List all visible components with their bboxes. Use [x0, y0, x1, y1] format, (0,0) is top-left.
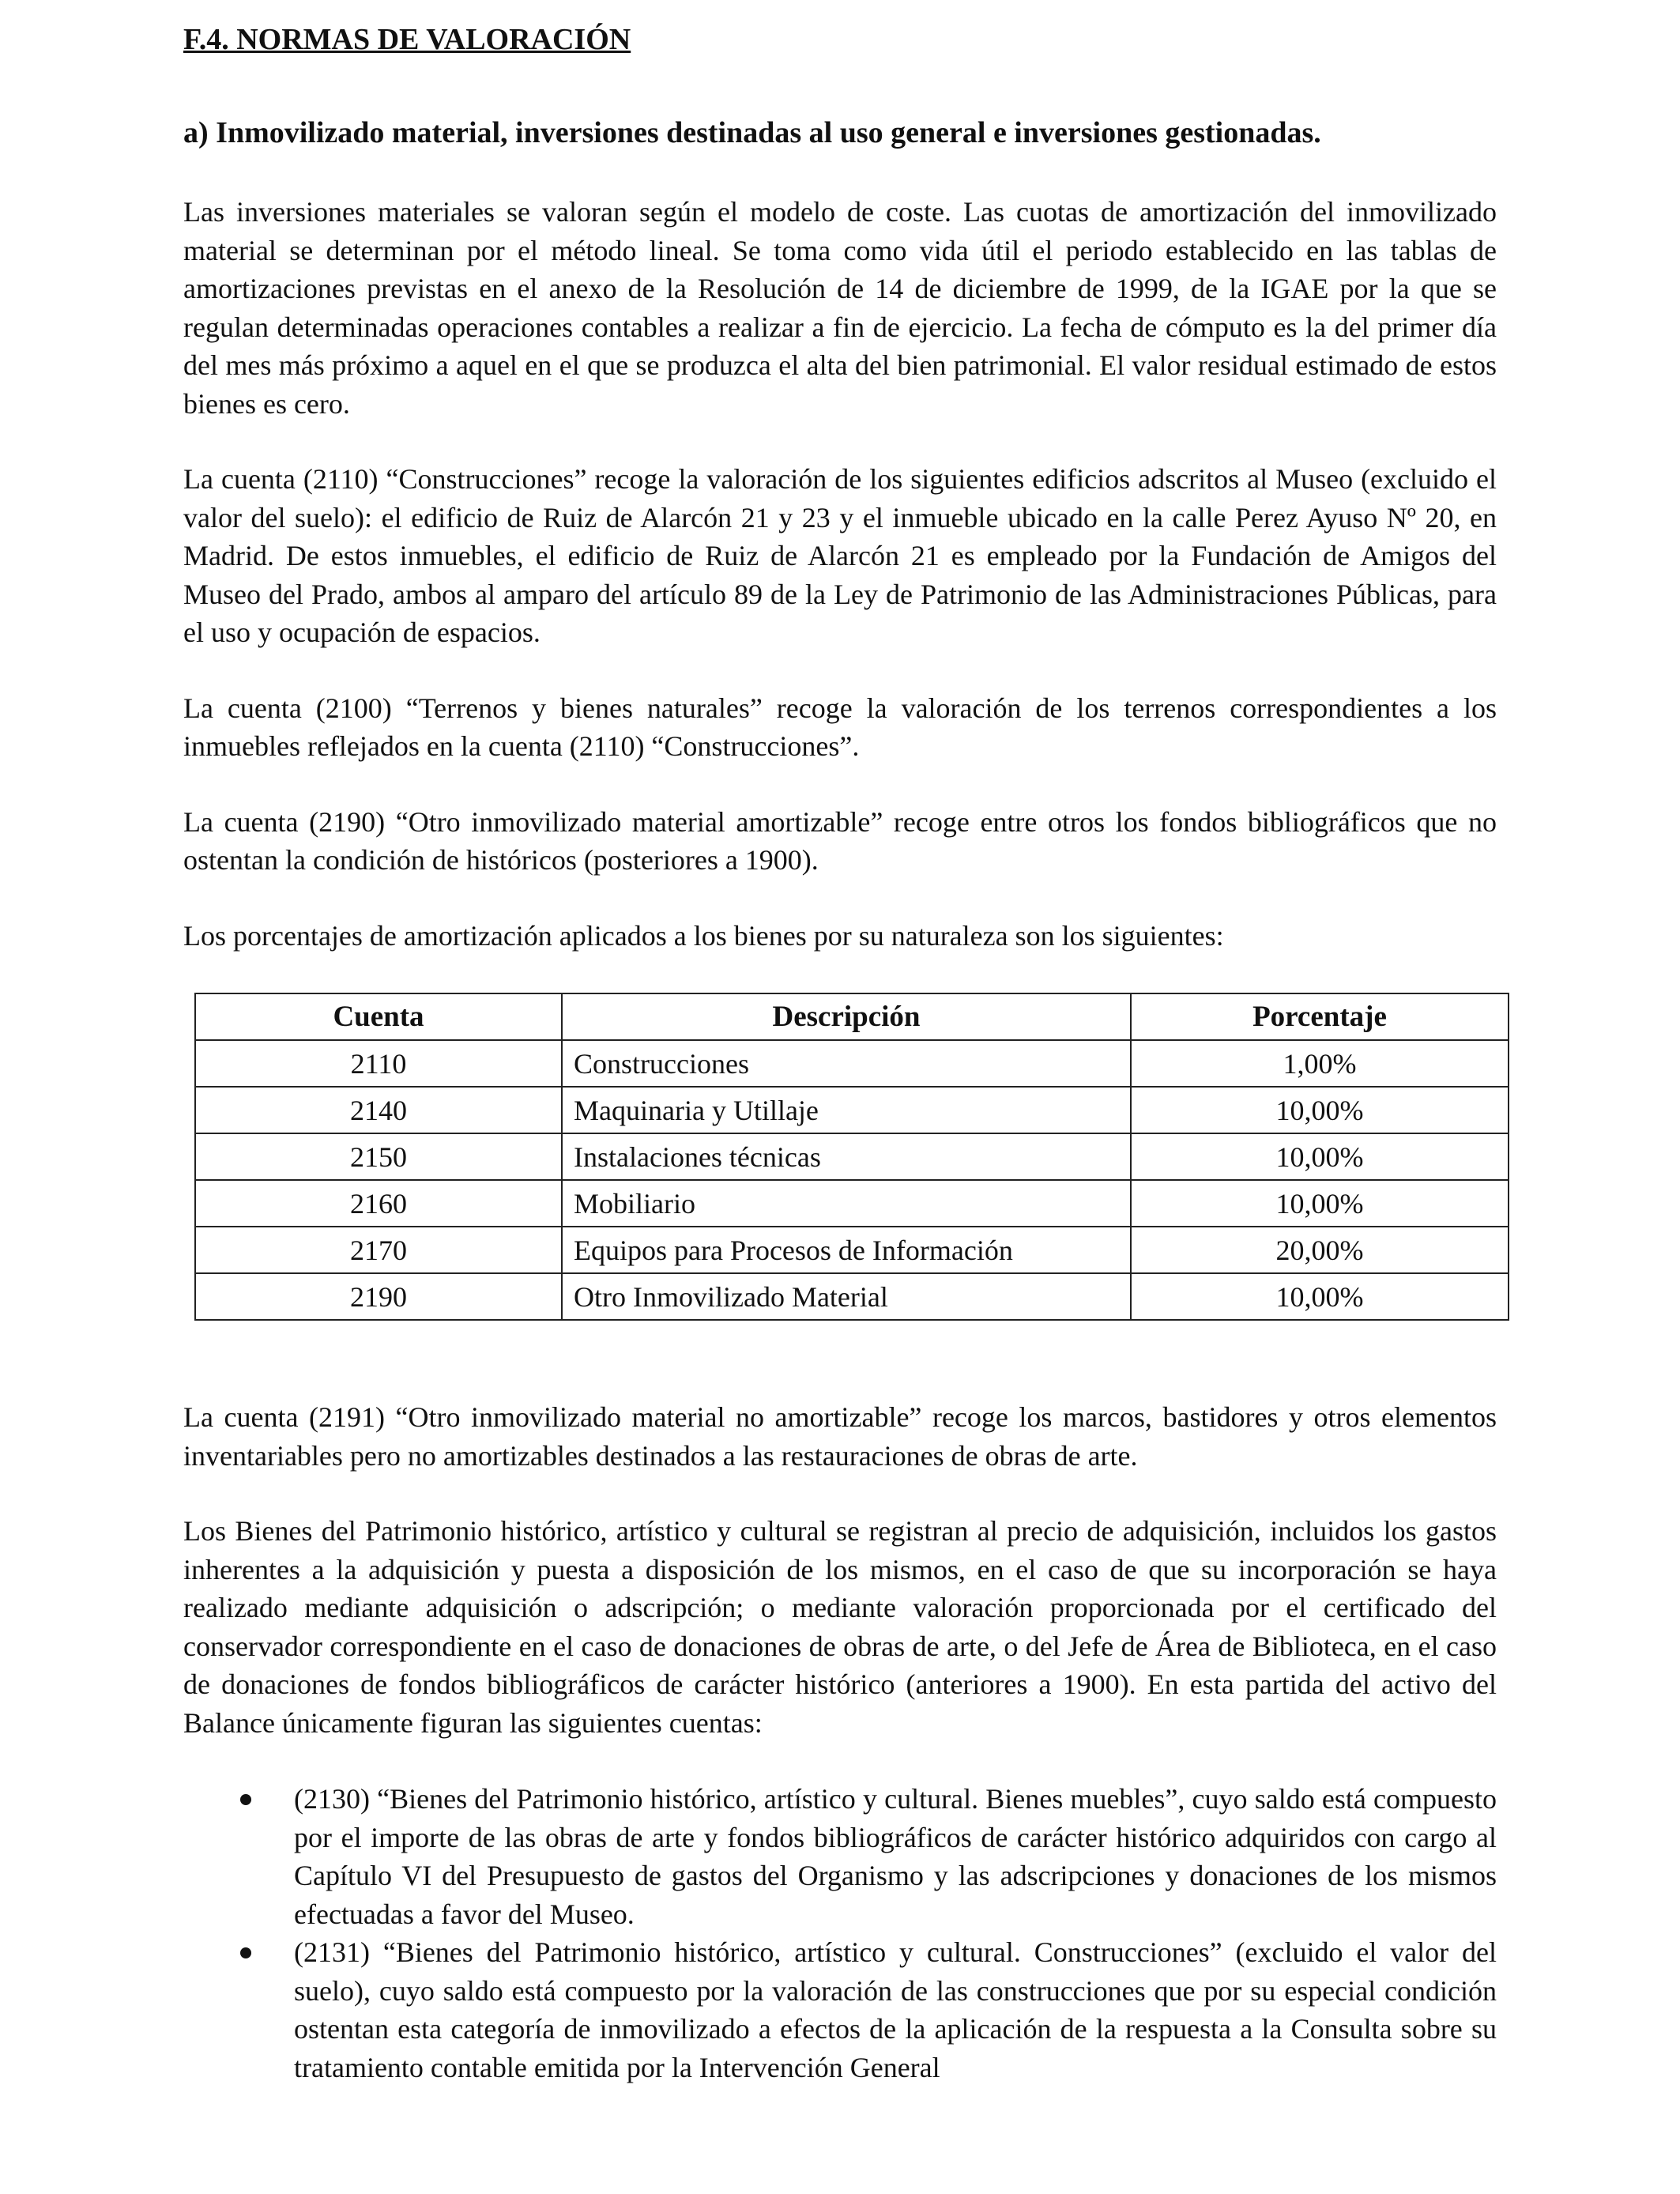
cell-porcentaje: 10,00%	[1131, 1133, 1509, 1180]
cell-porcentaje: 10,00%	[1131, 1273, 1509, 1320]
cell-porcentaje: 1,00%	[1131, 1040, 1509, 1087]
cell-descripcion: Construcciones	[562, 1040, 1131, 1087]
list-item-text: (2131) “Bienes del Patrimonio histórico, artístico y cultural. Construcciones” (excluido el valor del suelo), cuyo saldo está compuesto por la valoración de las construcciones que por su especial condición ostentan esta categoría de inmovilizado a efectos de la aplicación de la respuesta a la Consulta sobre su tratamiento contable emitida por la Intervención General	[294, 1936, 1497, 2083]
column-header-porcentaje: Porcentaje	[1131, 993, 1509, 1040]
cell-cuenta: 2110	[195, 1040, 562, 1087]
list-item-text: (2130) “Bienes del Patrimonio histórico, artístico y cultural. Bienes muebles”, cuyo saldo está compuesto por el importe de las obras de arte y fondos bibliográficos de carácter histórico adquiridos con cargo al Capítulo VI del Presupuesto de gastos del Organismo y las adscripciones y donaciones de los mismos efectuadas a favor del Museo.	[294, 1783, 1497, 1930]
table-row	[195, 1180, 1509, 1227]
cell-cuenta: 2160	[195, 1180, 562, 1227]
column-header-cuenta: Cuenta	[195, 993, 562, 1040]
cell-descripcion: Instalaciones técnicas	[562, 1133, 1131, 1180]
list-item	[183, 1780, 1497, 1933]
paragraph-account-2100: La cuenta (2100) “Terrenos y bienes naturales” recoge la valoración de los terrenos correspondientes a los inmuebles reflejados en la cuenta (2110) “Construcciones”.	[183, 692, 1497, 762]
column-header-descripcion: Descripción	[562, 993, 1131, 1040]
subsection-heading: a) Inmovilizado material, inversiones destinadas al uso general e inversiones gestionadas.	[183, 116, 1321, 149]
cell-cuenta: 2140	[195, 1087, 562, 1133]
paragraph-heritage-assets: Los Bienes del Patrimonio histórico, artístico y cultural se registran al precio de adquisición, incluidos los gastos inherentes a la adquisición y puesta a disposición de los mismos, en el caso de que su incorporación se haya realizado mediante adquisición o adscripción; o mediante valoración proporcionada por el certificado del conservador correspondiente en el caso de donaciones de obras de arte, o del Jefe de Área de Biblioteca, en el caso de donaciones de fondos bibliográficos de carácter histórico (anteriores a 1900). En esta partida del activo del Balance únicamente figuran las siguientes cuentas:	[183, 1515, 1497, 1739]
table-row	[195, 1273, 1509, 1320]
bullet-icon	[240, 1794, 251, 1805]
table-row	[195, 1040, 1509, 1087]
list-item	[183, 1933, 1497, 2087]
paragraph-account-2190: La cuenta (2190) “Otro inmovilizado material amortizable” recoge entre otros los fondos bibliográficos que no ostentan la condición de históricos (posteriores a 1900).	[183, 805, 1497, 876]
table-row	[195, 1087, 1509, 1133]
cell-cuenta: 2170	[195, 1227, 562, 1273]
cell-cuenta: 2150	[195, 1133, 562, 1180]
paragraph-table-intro: Los porcentajes de amortización aplicados a los bienes por su naturaleza son los siguientes:	[183, 919, 1224, 952]
cell-descripcion: Otro Inmovilizado Material	[562, 1273, 1131, 1320]
bullet-icon	[240, 1947, 251, 1958]
accounts-bullet-list	[183, 1780, 1497, 2087]
page-content	[183, 8, 1497, 2087]
paragraph-account-2110: La cuenta (2110) “Construcciones” recoge la valoración de los siguientes edificios adscritos al Museo (excluido el valor del suelo): el edificio de Ruiz de Alarcón 21 y 23 y el inmueble ubicado en la calle Perez Ayuso Nº 20, en Madrid. De estos inmuebles, el edificio de Ruiz de Alarcón 21 es empleado por la Fundación de Amigos del Museo del Prado, ambos al amparo del artículo 89 de la Ley de Patrimonio de las Administraciones Públicas, para el uso y ocupación de espacios.	[183, 463, 1497, 648]
cell-descripcion: Equipos para Procesos de Información	[562, 1227, 1131, 1273]
amortization-table	[194, 993, 1509, 1321]
cell-descripcion: Mobiliario	[562, 1180, 1131, 1227]
cell-descripcion: Maquinaria y Utillaje	[562, 1087, 1131, 1133]
paragraph-account-2191: La cuenta (2191) “Otro inmovilizado material no amortizable” recoge los marcos, bastidores y otros elementos inventariables pero no amortizables destinados a las restauraciones de obras de arte.	[183, 1401, 1497, 1472]
table-header-row	[195, 993, 1509, 1040]
paragraph-valuation-method: Las inversiones materiales se valoran según el modelo de coste. Las cuotas de amortización del inmovilizado material se determinan por el método lineal. Se toma como vida útil el periodo establecido en las tablas de amortizaciones previstas en el anexo de la Resolución de 14 de diciembre de 1999, de la IGAE por la que se regulan determinadas operaciones contables a realizar a fin de ejercicio. La fecha de cómputo es la del primer día del mes más próximo a aquel en el que se produzca el alta del bien patrimonial. El valor residual estimado de estos bienes es cero.	[183, 196, 1497, 420]
cell-cuenta: 2190	[195, 1273, 562, 1320]
table-row	[195, 1227, 1509, 1273]
cell-porcentaje: 10,00%	[1131, 1180, 1509, 1227]
cell-porcentaje: 10,00%	[1131, 1087, 1509, 1133]
section-heading: F.4. NORMAS DE VALORACIÓN	[183, 23, 631, 56]
table-row	[195, 1133, 1509, 1180]
cell-porcentaje: 20,00%	[1131, 1227, 1509, 1273]
